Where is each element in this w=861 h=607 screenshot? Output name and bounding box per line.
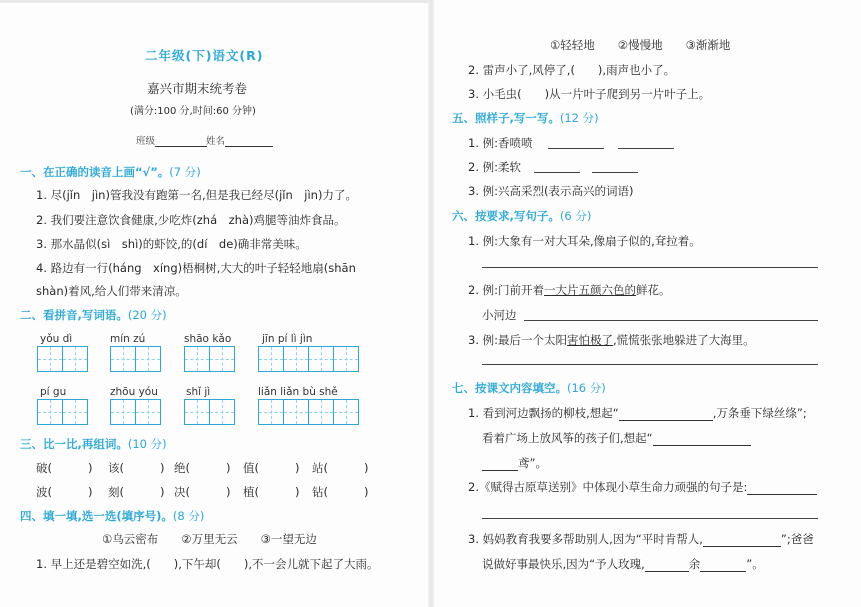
s7-question-3b: 说做好事最快乐,因为“予人玫瑰, 余 ”。 [482,557,764,571]
s3-item-1: 破( ) [36,461,93,475]
s3-item-8: 决( ) [174,485,231,499]
class-field[interactable] [136,133,207,147]
exam-name: 嘉兴市期末统考卷 [147,81,248,96]
right-page [432,0,861,607]
writing-grid-1[interactable] [37,346,88,372]
s7-q2-answer-line[interactable] [482,518,818,519]
s3-item-10: 钻( ) [312,485,369,499]
s5-q2-blank-1[interactable] [534,172,580,173]
s7-question-1b: 看着广场上放风筝的孩子们,想起“ [482,430,751,446]
s1-question-4b: shàn)着风,给人们带来清凉。 [36,284,187,298]
section-7-heading: 七、按课文内容填空。(16 分) [452,381,606,395]
pinyin-1: yǒu dì [40,333,73,345]
s5-q1-blank-1[interactable] [548,148,604,149]
section-1-heading: 一、在正确的读音上画“√”。(7 分) [20,165,201,179]
writing-grid-8[interactable] [258,399,359,425]
pinyin-8: liǎn liǎn bù shě [258,386,338,398]
section-4-heading: 四、填一填,选一选(填序号)。(8 分) [20,509,205,523]
s3-item-4: 值( ) [243,461,300,475]
s7-question-1c: 鸢”。 [482,455,547,471]
class-label: 班级 [136,136,156,147]
s6-q1-answer-line[interactable] [482,267,818,268]
s4-question-1: 1. 早上还是碧空如洗,( ),下午却( ),不一会儿就下起了大雨。 [36,557,379,571]
writing-grid-4[interactable] [258,346,359,372]
pinyin-7: shǐ jì [186,386,211,398]
s1-question-4a: 4. 路边有一行(háng xíng)梧桐树,大大的叶子轻轻地扇(shān [36,261,356,275]
section-3-heading: 三、比一比,再组词。(10 分) [20,437,167,451]
s4-options: ①乌云密布 ②万里无云 ③一望无边 [102,532,317,546]
section-5-heading: 五、照样子,写一写。(12 分) [452,111,599,125]
pinyin-2: mín zú [110,333,146,345]
s3-item-6: 波( ) [36,485,93,499]
pinyin-5: pí gu [40,386,67,398]
s3-item-9: 植( ) [243,485,300,499]
s4-question-3: 3. 小毛虫( )从一片叶子爬到另一片叶子上。 [468,87,711,101]
s5-question-2: 2. 例:柔软 [468,160,522,174]
s6-q2-answer-line[interactable] [524,320,818,321]
s4-options-2: ①轻轻地 ②慢慢地 ③渐渐地 [550,38,731,52]
writing-grid-3[interactable] [184,346,235,372]
s5-q1-blank-2[interactable] [618,148,674,149]
s7-question-2: 2.《赋得古原草送别》中体现小草生命力顽强的句子是: [468,479,817,495]
writing-grid-6[interactable] [110,399,161,425]
section-6-heading: 六、按要求,写句子。(6 分) [452,209,592,223]
s5-question-1: 1. 例:香喷喷 [468,136,533,150]
s5-question-3: 3. 例:兴高采烈(表示高兴的词语) [468,184,634,198]
s1-question-2: 2. 我们要注意饮食健康,少吃炸(zhá zhà)鸡腿等油炸食品。 [36,213,346,227]
s3-item-5: 站( ) [312,461,369,475]
s3-item-2: 该( ) [108,461,165,475]
pinyin-3: shāo kǎo [184,333,232,345]
s6-q3-answer-line[interactable] [482,364,818,365]
writing-grid-2[interactable] [110,346,161,372]
s6-question-3: 3. 例:最后一个太阳害怕极了,慌慌张张地躲进了大海里。 [468,333,755,347]
s6-q2-prompt: 小河边 [482,308,517,322]
writing-grid-5[interactable] [37,399,88,425]
s3-item-3: 绝( ) [174,461,231,475]
s7-question-3a: 3. 妈妈教育我要多帮助别人,因为“平时肯帮人, ”;爸爸 [468,532,814,546]
exam-info: (满分:100 分,时间:60 分钟) [130,106,256,117]
name-label: 姓名 [206,136,226,147]
s3-item-7: 刻( ) [108,485,165,499]
writing-grid-7[interactable] [184,399,235,425]
pinyin-6: zhōu yóu [110,386,158,398]
s4-question-2: 2. 雷声小了,风停了,( ),雨声也小了。 [468,63,676,77]
section-2-heading: 二、看拼音,写词语。(20 分) [20,308,167,322]
s6-question-2: 2. 例:门前开着一大片五颜六色的鲜花。 [468,283,671,297]
page-title: 二年级(下)语文(R) [145,48,264,63]
s6-question-1: 1. 例:大象有一对大耳朵,像扇子似的,耷拉着。 [468,234,701,248]
s1-question-1: 1. 尽(jǐn jìn)管我没有跑第一名,但是我已经尽(jǐn jìn)力了。 [36,188,357,202]
s5-q2-blank-2[interactable] [592,172,638,173]
s7-question-1a: 1. 看到河边飘扬的柳枝,想起“ ,万条垂下绿丝绦”; [468,406,807,420]
pinyin-4: jīn pí lì jìn [262,333,313,345]
s1-question-3: 3. 那水晶似(sì shì)的虾饺,的(dí de)确非常美味。 [36,237,307,251]
name-field[interactable] [206,133,273,147]
